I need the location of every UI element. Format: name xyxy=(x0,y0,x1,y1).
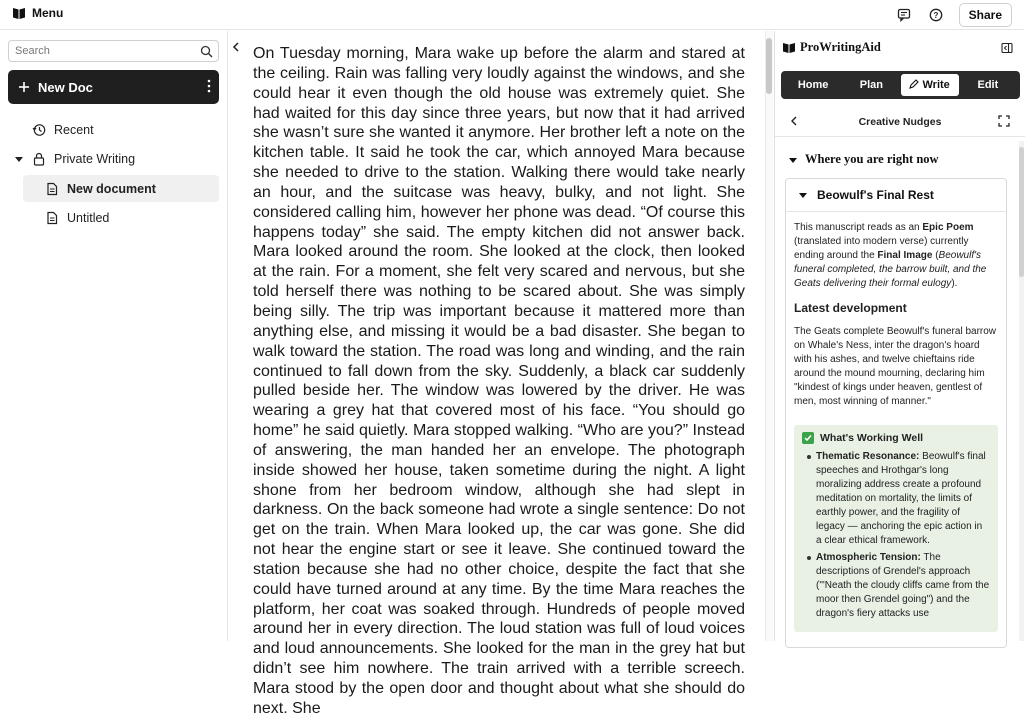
creative-nudges-header: Creative Nudges xyxy=(775,107,1025,137)
document-editor[interactable] xyxy=(245,44,745,717)
sidebar-item-untitled[interactable] xyxy=(45,211,109,225)
prowritingaid-panel xyxy=(774,31,1024,641)
editor-scroll-thumb[interactable] xyxy=(766,38,772,94)
section-where-you-are[interactable] xyxy=(788,152,939,167)
panel-tabs xyxy=(781,71,1020,99)
document-icon xyxy=(45,182,59,196)
tab-write[interactable] xyxy=(901,74,959,96)
book-icon xyxy=(782,42,796,54)
card-body xyxy=(786,212,1006,632)
tab-write-label: Write xyxy=(922,79,950,91)
list-item: Thematic Resonance: Beowulf's final speeches and Hrothgar's long moralizing address create a profound meditation on mortality, the limits of earthly power, and the fragility of legacy — anchoring the epic action in a clear ethical framework. xyxy=(816,450,990,548)
tab-plan[interactable]: Plan xyxy=(859,79,883,91)
sidebar-item-new-document[interactable] xyxy=(23,175,219,202)
search-input[interactable] xyxy=(8,40,219,62)
collapse-sidebar-button[interactable] xyxy=(228,39,244,55)
menu-button[interactable] xyxy=(12,6,63,20)
sidebar-item-label: Private Writing xyxy=(54,152,136,166)
panel-toggle-icon[interactable] xyxy=(1001,41,1013,59)
document-icon xyxy=(45,211,59,225)
latest-development-title: Latest development xyxy=(794,301,907,315)
sidebar xyxy=(0,31,228,641)
logo-text: ProWritingAid xyxy=(800,40,881,54)
list-item: Atmospheric Tension: The descriptions of Grendel's approach ("'Neath the cloudy cliffs came from the moor then Grendel going") and the dragon's fiery attacks use xyxy=(816,552,990,619)
well-title: What's Working Well xyxy=(820,432,924,444)
share-button[interactable]: Share xyxy=(959,3,1012,27)
prowritingaid-logo xyxy=(782,40,881,55)
document-text[interactable]: On Tuesday morning, Mara wake up before the alarm and stared at the ceiling. Rain was falling very loudly against the windows, and she could hear it even though the old house was extremely quiet. She had waited for this day since three years, but now that it had arrived she wasn’t sure she wanted it anymore. Her brother left a note on the kitchen table. It said he took the car, which annoyed Mara because she needed to drive to the station. Walking there would take nearly an hour, and the suitcase was heavy, bulky, and not light. She considered calling him, however her phone was dead. “Of course this happens today” she said. The empty kitchen did not answer back. Mara looked around the room. She looked at the clock, then looked at the rain. For a moment, she felt very scared and nervous, but she told herself there was nothing to be scared about. She was simply being silly. The trip was important because it mattered more than anything else, and missing it would be a bad disaster. She began to walk toward the station. The road was long and winding, and the rain continued to fall down from the sky. Suddenly, a black car suddenly pulled beside her. The window was lowered by the driver. He was wearing a grey hat that covered most of his face. “You should go home” he said quietly. Mara stopped walking. “Who are you?” Instead of answering, the man handed her an envelope. The photograph inside showed her house, taken sometime during the night. A light shone from her bedroom window, although she had slept in darkness. On the back someone had wrote a single sentence: Do not get on the train. When Mara looked up, the car was gone. She did not hear the engine start or see it leave. She continued toward the station because she had no other choice, despite the fact that she could have turned around at any time. By the time Mara reaches the platform, her coat was soaked through. Hundreds of people moved around her in every direction. The loud station was full of loud voices and loud announcements. She looked for the man in the grey hat but didn’t see him nowhere. The train arrived with a terrible screech. Mara stood by the open door and thought about what she should do next. She xyxy=(253,45,745,717)
history-icon xyxy=(32,123,46,137)
lock-icon xyxy=(32,152,46,166)
chevron-left-icon xyxy=(231,42,241,52)
caret-down-icon xyxy=(788,155,798,165)
sidebar-item-label: Recent xyxy=(54,123,94,137)
search-placeholder: Search xyxy=(15,45,50,57)
more-options-icon[interactable] xyxy=(207,79,211,93)
help-icon[interactable] xyxy=(927,6,945,24)
section-title: Where you are right now xyxy=(805,152,939,166)
tab-edit[interactable]: Edit xyxy=(977,79,999,91)
whats-working-well xyxy=(794,425,998,632)
card-header[interactable] xyxy=(786,179,1006,212)
comment-icon[interactable] xyxy=(895,6,913,24)
expand-icon[interactable] xyxy=(998,115,1010,127)
new-doc-label: New Doc xyxy=(38,79,93,95)
card-title: Beowulf's Final Rest xyxy=(817,188,934,202)
sidebar-item-label: New document xyxy=(67,181,156,196)
check-icon xyxy=(802,432,814,444)
manuscript-summary: This manuscript reads as an Epic Poem (translated into modern verse) currently ending around the Final Image (Beowulf's funeral completed, the barrow built, and the Geats delivering their formal eulogy). xyxy=(794,222,987,289)
svg-text:?: ? xyxy=(933,11,939,20)
book-icon xyxy=(12,6,26,20)
back-icon[interactable] xyxy=(789,116,799,126)
latest-development-text: The Geats complete Beowulf's funeral barrow on Whale's Ness, inter the dragon's hoard with his ashes, and twelve chieftains ride around the mound mourning, declaring him "kindest of kings under heaven, gentlest of men, most winning of manner." xyxy=(794,326,997,407)
menu-label: Menu xyxy=(32,6,64,20)
panel-scroll-thumb[interactable] xyxy=(1019,147,1024,277)
caret-down-icon xyxy=(798,190,808,200)
sidebar-item-private-writing[interactable] xyxy=(14,152,135,166)
new-doc-button[interactable] xyxy=(8,70,219,104)
nudge-card xyxy=(785,178,1007,648)
pen-icon xyxy=(909,79,919,89)
caret-down-icon[interactable] xyxy=(14,154,24,164)
sidebar-item-recent[interactable] xyxy=(32,123,94,137)
sidebar-item-label: Untitled xyxy=(67,211,110,225)
editor-scrollbar[interactable] xyxy=(765,31,773,641)
tab-home[interactable]: Home xyxy=(797,79,829,91)
search-icon[interactable] xyxy=(200,45,213,58)
plus-icon xyxy=(18,81,30,93)
top-bar xyxy=(0,0,1024,30)
